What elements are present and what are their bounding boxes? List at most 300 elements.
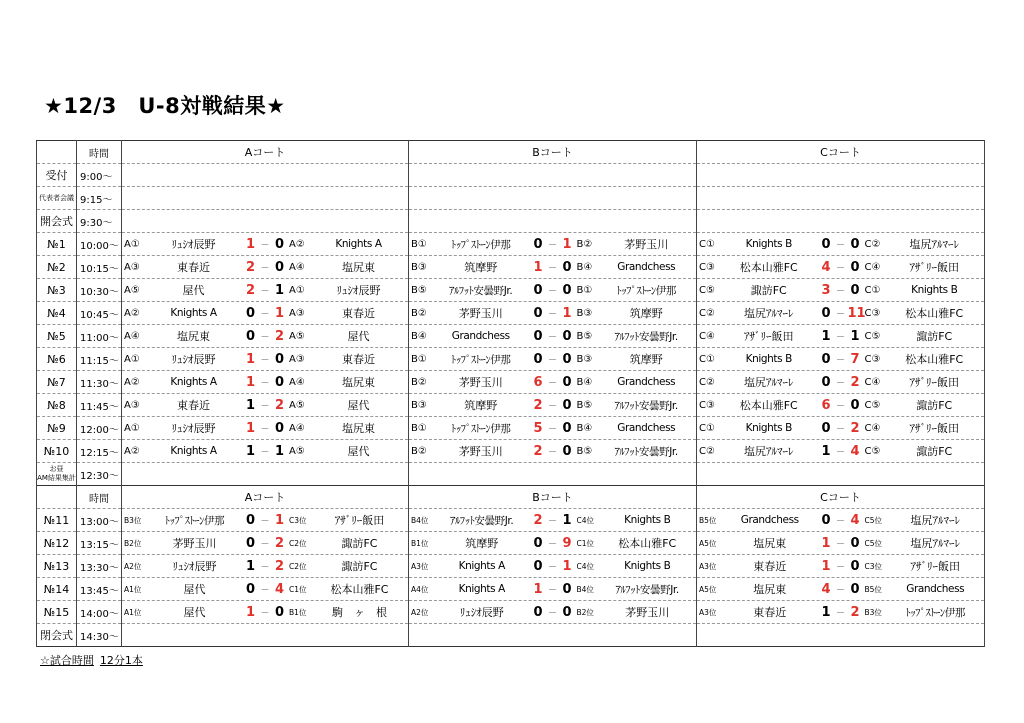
away-team: Knights A <box>335 238 382 250</box>
away-seed: A④ <box>289 261 305 273</box>
away-team: 諏訪FC <box>916 330 953 343</box>
away-seed: B3位 <box>864 607 882 617</box>
match-number: №13 <box>37 555 77 578</box>
match-number: №3 <box>37 279 77 302</box>
home-team: 筑摩野 <box>465 537 499 550</box>
away-team: 松本山雅FC <box>905 307 964 320</box>
match-number: №10 <box>37 440 77 463</box>
home-score: 1 <box>821 604 831 620</box>
away-score: 4 <box>850 443 860 459</box>
home-seed: B③ <box>411 399 427 411</box>
match-time: 13:30～ <box>77 555 122 578</box>
score-separator: － <box>260 378 270 389</box>
away-team: 松本山雅FC <box>905 353 964 366</box>
away-team: 諏訪FC <box>916 399 953 412</box>
score-separator: － <box>547 355 557 366</box>
game-cell <box>697 509 985 532</box>
match-number: №9 <box>37 417 77 440</box>
score-separator: － <box>260 539 270 550</box>
score-separator: － <box>835 332 845 343</box>
away-score: 0 <box>850 282 860 298</box>
home-team: ﾄｯﾌﾟｽﾄｰﾝ伊那 <box>451 353 511 366</box>
away-seed: C5位 <box>864 538 883 548</box>
home-seed: A② <box>124 445 140 457</box>
match-row <box>37 509 985 532</box>
away-seed: C② <box>864 238 881 250</box>
home-score: 0 <box>533 328 543 344</box>
away-seed: B1位 <box>289 607 307 617</box>
match-row <box>37 302 985 325</box>
game-cell <box>409 371 697 394</box>
away-seed: C1位 <box>289 584 307 594</box>
home-seed: B① <box>411 422 427 434</box>
match-time: 10:30～ <box>77 279 122 302</box>
match-number: №5 <box>37 325 77 348</box>
away-seed: B③ <box>576 307 593 319</box>
away-seed: B④ <box>576 422 593 434</box>
score-separator: － <box>260 585 270 596</box>
match-number: №7 <box>37 371 77 394</box>
game-cell <box>122 371 409 394</box>
home-team: 塩尻ｱﾙﾏｰﾚ <box>744 376 794 389</box>
away-score: 0 <box>562 259 572 275</box>
match-time: 13:45～ <box>77 578 122 601</box>
home-score: 0 <box>533 305 543 321</box>
away-score: 0 <box>850 535 860 551</box>
score-separator: － <box>260 309 270 320</box>
game-cell <box>409 440 697 463</box>
away-score: 2 <box>274 558 285 574</box>
game-cell <box>697 417 985 440</box>
home-score: 1 <box>245 397 256 413</box>
home-score: 2 <box>533 443 543 459</box>
home-seed: B② <box>411 376 427 388</box>
home-score: 1 <box>821 535 831 551</box>
away-score: 0 <box>274 374 285 390</box>
away-seed: A③ <box>289 307 305 319</box>
empty-cell <box>122 164 409 187</box>
court-header-row <box>37 486 985 509</box>
away-team: Grandchess <box>617 422 676 434</box>
home-score: 1 <box>533 581 543 597</box>
note-label: ☆試合時間 <box>40 654 94 667</box>
away-seed: C1位 <box>576 538 595 548</box>
home-seed: B⑤ <box>411 284 427 296</box>
home-score: 0 <box>245 328 256 344</box>
home-team: 屋代 <box>183 583 206 596</box>
home-seed: A② <box>124 376 140 388</box>
empty-cell <box>409 210 697 233</box>
home-score: 0 <box>245 512 256 528</box>
home-score: 0 <box>821 305 831 321</box>
score-separator: － <box>260 424 270 435</box>
home-seed: B④ <box>411 330 427 342</box>
game-cell <box>409 394 697 417</box>
home-score: 0 <box>245 535 256 551</box>
match-row <box>37 256 985 279</box>
away-score: 0 <box>850 558 860 574</box>
game-cell <box>122 578 409 601</box>
match-row <box>37 325 985 348</box>
game-cell <box>409 509 697 532</box>
home-seed: A④ <box>124 330 140 342</box>
score-separator: － <box>547 332 557 343</box>
away-seed: B⑤ <box>576 330 593 342</box>
home-team: ｱﾙﾌｯﾄ安曇野Jr. <box>449 284 513 297</box>
away-seed: B5位 <box>864 584 882 594</box>
away-seed: C④ <box>864 261 881 273</box>
away-score: 0 <box>274 420 285 436</box>
away-seed: A④ <box>289 422 305 434</box>
away-team: ｱｻﾞﾘｰ飯田 <box>909 376 959 389</box>
away-score: 0 <box>562 604 572 620</box>
match-time: 11:45～ <box>77 394 122 417</box>
home-seed: B③ <box>411 261 427 273</box>
home-score: 0 <box>821 351 831 367</box>
away-team: 駒 ヶ 根 <box>332 606 387 619</box>
header-court-a: Aコート <box>122 141 409 164</box>
empty-cell <box>409 624 697 647</box>
home-seed: C④ <box>699 330 715 342</box>
row-label <box>37 210 77 233</box>
away-team: 屋代 <box>347 330 370 343</box>
home-score: 0 <box>245 581 256 597</box>
game-cell <box>697 279 985 302</box>
row-label <box>37 624 77 647</box>
home-team: 屋代 <box>182 284 205 297</box>
game-cell <box>122 509 409 532</box>
home-team: Grandchess <box>740 514 799 526</box>
home-seed: A1位 <box>124 584 142 594</box>
home-team: ｱﾙﾌｯﾄ安曇野Jr. <box>450 514 514 527</box>
game-cell <box>122 394 409 417</box>
game-cell <box>409 601 697 624</box>
results-table <box>36 140 985 647</box>
away-seed: B⑤ <box>576 399 593 411</box>
home-team: 茅野玉川 <box>172 537 217 550</box>
away-score: 1 <box>562 558 572 574</box>
match-time: 12:15～ <box>77 440 122 463</box>
home-team: Knights B <box>745 238 792 250</box>
away-score: 0 <box>274 604 285 620</box>
away-team: 東春近 <box>342 307 375 320</box>
match-row <box>37 233 985 256</box>
game-cell <box>122 256 409 279</box>
game-cell <box>122 417 409 440</box>
home-seed: A3位 <box>699 607 717 617</box>
away-team: Knights B <box>911 284 958 296</box>
home-team: 筑摩野 <box>464 261 498 274</box>
away-team: 塩尻東 <box>342 261 375 274</box>
score-separator: － <box>547 424 557 435</box>
home-seed: A2位 <box>411 607 429 617</box>
game-cell <box>122 532 409 555</box>
home-seed: C③ <box>699 399 715 411</box>
score-separator: － <box>547 516 557 527</box>
score-separator: － <box>260 401 270 412</box>
home-team: 東春近 <box>177 399 210 412</box>
score-separator: － <box>835 447 845 458</box>
game-cell <box>697 532 985 555</box>
away-score: 4 <box>274 581 285 597</box>
home-team: 松本山雅FC <box>739 261 798 274</box>
home-score: 1 <box>821 558 831 574</box>
away-score: 0 <box>562 351 572 367</box>
away-seed: A③ <box>289 353 305 365</box>
home-score: 1 <box>245 604 256 620</box>
home-score: 0 <box>821 374 831 390</box>
score-separator: － <box>547 608 557 619</box>
score-separator: － <box>835 516 845 527</box>
away-score: 0 <box>274 259 285 275</box>
away-team: 筑摩野 <box>629 307 663 320</box>
score-separator: － <box>260 516 270 527</box>
away-seed: A④ <box>289 376 305 388</box>
away-team: ｱﾙﾌｯﾄ安曇野Jr. <box>615 583 679 596</box>
away-score: 0 <box>850 259 860 275</box>
empty-cell <box>409 463 697 486</box>
row-time: 9:15～ <box>77 187 122 210</box>
match-time: 11:00～ <box>77 325 122 348</box>
match-number: №2 <box>37 256 77 279</box>
home-score: 2 <box>245 259 256 275</box>
home-score: 0 <box>821 420 831 436</box>
away-score: 0 <box>850 397 860 413</box>
match-time: 10:15～ <box>77 256 122 279</box>
match-row <box>37 279 985 302</box>
home-score: 6 <box>533 374 543 390</box>
score-separator: － <box>260 240 270 251</box>
empty-cell <box>697 164 985 187</box>
home-seed: A① <box>124 353 140 365</box>
header-court-b: Bコート <box>409 486 697 509</box>
home-seed: A1位 <box>124 607 142 617</box>
note-detail: 12分1本 <box>99 654 143 667</box>
match-number: №11 <box>37 509 77 532</box>
score-separator: － <box>835 355 845 366</box>
away-team: ｱﾙﾌｯﾄ安曇野Jr. <box>614 399 678 412</box>
away-team: ｱｻﾞﾘｰ飯田 <box>334 514 385 527</box>
home-score: 0 <box>245 305 256 321</box>
row-label-text: 開会式 <box>40 215 73 228</box>
row-label-text: 閉会式 <box>40 629 73 642</box>
home-seed: B1位 <box>411 538 429 548</box>
header-no <box>37 486 77 509</box>
score-separator: － <box>260 608 270 619</box>
away-team: Grandchess <box>906 583 965 595</box>
score-separator: － <box>547 539 557 550</box>
away-score: 0 <box>562 328 572 344</box>
away-seed: C④ <box>864 376 881 388</box>
score-separator: － <box>260 562 270 573</box>
away-score: 1 <box>274 443 285 459</box>
match-number: №12 <box>37 532 77 555</box>
home-seed: A⑤ <box>124 284 140 296</box>
away-seed: B4位 <box>576 584 594 594</box>
game-cell <box>697 256 985 279</box>
score-separator: － <box>547 286 557 297</box>
home-team: 茅野玉川 <box>458 376 503 389</box>
home-seed: B5位 <box>699 515 717 525</box>
empty-cell <box>409 187 697 210</box>
match-time: 12:00～ <box>77 417 122 440</box>
game-cell <box>122 325 409 348</box>
home-seed: C⑤ <box>699 284 715 296</box>
home-team: 茅野玉川 <box>458 307 503 320</box>
home-team: Knights A <box>170 307 217 319</box>
home-seed: B① <box>411 238 427 250</box>
home-score: 0 <box>533 351 543 367</box>
away-score: 9 <box>562 535 572 551</box>
row-label <box>37 187 77 210</box>
game-cell <box>409 233 697 256</box>
home-team: ﾄｯﾌﾟｽﾄｰﾝ伊那 <box>451 238 511 251</box>
score-separator: － <box>835 263 845 274</box>
score-separator: － <box>835 286 845 297</box>
score-separator: － <box>547 240 557 251</box>
away-team: 屋代 <box>347 399 370 412</box>
away-seed: A② <box>289 238 305 250</box>
match-time-note <box>40 652 143 668</box>
home-seed: A① <box>124 238 140 250</box>
empty-cell <box>122 187 409 210</box>
home-score: 5 <box>533 420 543 436</box>
away-team: 筑摩野 <box>629 353 663 366</box>
game-cell <box>122 601 409 624</box>
away-team: 松本山雅FC <box>330 583 389 596</box>
home-team: Knights B <box>745 353 792 365</box>
home-seed: A① <box>124 422 140 434</box>
home-team: Knights A <box>458 583 505 595</box>
away-team: ﾄｯﾌﾟｽﾄｰﾝ伊那 <box>616 284 676 297</box>
away-score: 2 <box>274 535 285 551</box>
empty-cell <box>697 210 985 233</box>
match-time: 10:00～ <box>77 233 122 256</box>
home-seed: A③ <box>124 399 140 411</box>
home-score: 2 <box>245 282 256 298</box>
away-team: Knights B <box>624 560 671 572</box>
home-seed: A3位 <box>411 561 429 571</box>
score-separator: － <box>547 562 557 573</box>
home-team: 塩尻ｱﾙﾏｰﾚ <box>744 445 794 458</box>
score-separator: － <box>260 447 270 458</box>
match-time: 11:15～ <box>77 348 122 371</box>
empty-cell <box>122 624 409 647</box>
home-seed: C② <box>699 376 715 388</box>
away-team: ｱｻﾞﾘｰ飯田 <box>909 261 959 274</box>
home-score: 1 <box>245 420 256 436</box>
away-team: 諏訪FC <box>916 445 953 458</box>
away-seed: B③ <box>576 353 593 365</box>
score-separator: － <box>835 562 845 573</box>
home-team: 東春近 <box>177 261 210 274</box>
home-team: ﾘｭｼｵ辰野 <box>171 353 216 366</box>
match-row <box>37 417 985 440</box>
header-court-c: Cコート <box>697 141 985 164</box>
home-team: Knights A <box>170 376 217 388</box>
home-score: 1 <box>245 374 256 390</box>
game-cell <box>697 233 985 256</box>
match-row <box>37 348 985 371</box>
home-seed: C① <box>699 238 715 250</box>
score-separator: － <box>547 447 557 458</box>
away-seed: C① <box>864 284 881 296</box>
away-seed: B⑤ <box>576 445 593 457</box>
away-team: 塩尻ｱﾙﾏｰﾚ <box>909 238 959 251</box>
away-score: 11 <box>847 305 866 321</box>
game-cell <box>122 279 409 302</box>
away-team: 塩尻東 <box>342 422 375 435</box>
home-seed: C② <box>699 307 715 319</box>
home-team: 諏訪FC <box>750 284 787 297</box>
away-seed: B② <box>576 238 593 250</box>
score-separator: － <box>835 539 845 550</box>
home-team: 塩尻東 <box>753 583 787 596</box>
home-score: 0 <box>533 535 543 551</box>
away-team: ｱﾙﾌｯﾄ安曇野Jr. <box>614 330 678 343</box>
away-seed: C③ <box>864 307 881 319</box>
score-separator: － <box>547 585 557 596</box>
game-cell <box>697 394 985 417</box>
match-row <box>37 601 985 624</box>
match-row <box>37 555 985 578</box>
away-team: 塩尻ｱﾙﾏｰﾚ <box>910 514 960 527</box>
home-seed: C① <box>699 422 715 434</box>
home-seed: A5位 <box>699 584 717 594</box>
score-separator: － <box>260 332 270 343</box>
away-score: 1 <box>562 236 572 252</box>
away-score: 0 <box>562 581 572 597</box>
home-team: Knights B <box>745 422 792 434</box>
header-court-b: Bコート <box>409 141 697 164</box>
away-seed: C⑤ <box>864 399 881 411</box>
away-score: 7 <box>850 351 860 367</box>
schedule-row <box>37 187 985 210</box>
score-separator: － <box>260 263 270 274</box>
home-seed: B3位 <box>124 515 142 525</box>
home-seed: B2位 <box>124 538 142 548</box>
home-score: 1 <box>821 328 831 344</box>
home-team: ﾄｯﾌﾟｽﾄｰﾝ伊那 <box>451 422 511 435</box>
away-score: 1 <box>562 305 572 321</box>
away-seed: A⑤ <box>289 399 305 411</box>
game-cell <box>697 302 985 325</box>
game-cell <box>409 348 697 371</box>
game-cell <box>409 532 697 555</box>
away-team: Grandchess <box>617 261 676 273</box>
court-header-row <box>37 141 985 164</box>
home-team: Knights A <box>170 445 217 457</box>
game-cell <box>409 578 697 601</box>
home-team: 東春近 <box>753 606 787 619</box>
schedule-row <box>37 463 985 486</box>
empty-cell <box>697 463 985 486</box>
match-number: №6 <box>37 348 77 371</box>
match-time: 13:00～ <box>77 509 122 532</box>
away-score: 0 <box>274 236 285 252</box>
row-time: 9:30～ <box>77 210 122 233</box>
game-cell <box>122 302 409 325</box>
home-seed: A② <box>124 307 140 319</box>
header-court-a: Aコート <box>122 486 409 509</box>
away-team: Grandchess <box>617 376 676 388</box>
score-separator: － <box>835 585 845 596</box>
game-cell <box>697 578 985 601</box>
row-label-text: 受付 <box>45 169 68 182</box>
away-score: 1 <box>850 328 860 344</box>
away-score: 1 <box>274 305 285 321</box>
game-cell <box>409 555 697 578</box>
